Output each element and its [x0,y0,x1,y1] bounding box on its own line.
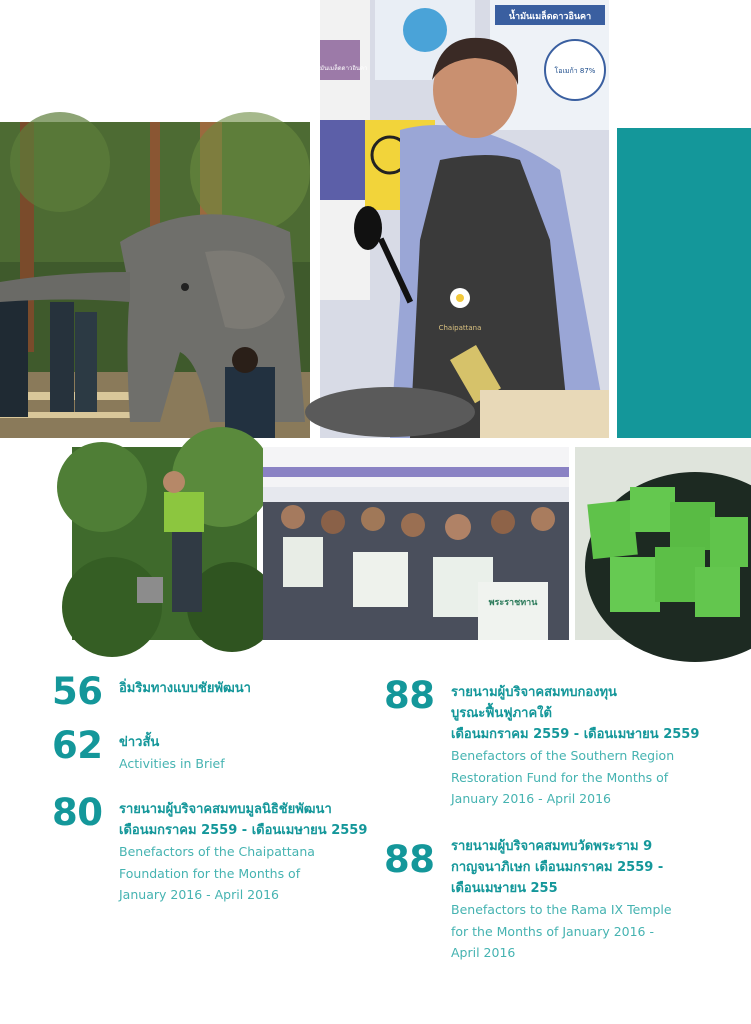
thai-title-line-1: รายนามผู้บริจาคสมทบกองทุน [451,685,617,700]
english-title-line-1: Benefactors of the Chaipattana [119,844,315,859]
toc-entry-62[interactable] [52,726,362,776]
english-title-line-1: Benefactors of the Southern Region [451,748,675,763]
entry-text [119,678,364,699]
apron-logo: Chaipattana [438,324,482,332]
english-title-line-3: April 2016 [451,945,516,960]
english-title-line-1: Benefactors to the Rama IX Temple [451,902,672,917]
english-title-line-3: January 2016 - April 2016 [451,791,611,806]
entry-text [119,732,364,775]
thai-title-line-2: บูรณะฟื้นฟูภาคใต้ [451,706,552,721]
page-number: 62 [52,724,103,767]
thai-title-line-2: กาญจนาภิเษก เดือนมกราคม 2559 - [451,860,664,875]
page-number: 56 [52,670,103,713]
english-title: Activities in Brief [119,756,225,771]
thai-title-line-3: เดือนมกราคม 2559 - เดือนเมษายน 2559 [451,727,700,742]
sign-title: น้ำมันเมล็ดดาวอินคา [508,12,592,22]
thai-title-line-2: เดือนมกราคม 2559 - เดือนเมษายน 2559 [119,823,368,838]
toc-entry-88-rama-ix[interactable] [384,830,734,970]
green-dessert-photo [575,447,751,640]
page-number: 88 [384,838,435,881]
sign-badge: โอเมก้า 87% [554,67,596,75]
forest-planting-photo [72,447,257,640]
toc-entry-56[interactable] [52,672,362,712]
teal-accent-block [617,128,751,438]
entry-text [451,836,736,964]
thai-title-line-1: รายนามผู้บริจาคสมทบมูลนิธิชัยพัฒนา [119,802,332,817]
elephant-photo [0,122,310,438]
english-title-line-2: for the Months of January 2016 - [451,923,654,939]
bag-text: พระราชทาน [488,598,538,608]
thai-title-line-3: เดือนเมษายน 255 [451,881,558,896]
crowd-photo [263,447,569,640]
toc-entry-80[interactable] [52,793,372,903]
page-number: 88 [384,674,435,717]
thai-title-line-1: รายนามผู้บริจาคสมทบวัดพระราม 9 [451,839,653,854]
english-title-line-3: January 2016 - April 2016 [119,887,279,902]
english-title-line-2: Foundation for the Months of [119,865,301,881]
cooking-demonstration-photo [312,0,609,438]
entry-text [451,682,736,810]
english-title-line-2: Restoration Fund for the Months of [451,769,669,785]
sign-left: น้ำมันเมล็ดดาวอินคา [312,65,368,72]
entry-text [119,799,374,906]
toc-entry-88-southern[interactable] [384,676,734,816]
thai-title: ข่าวสั้น [119,735,160,750]
page-number: 80 [52,791,103,834]
thai-title: อิ่มริมทางแบบชัยพัฒนา [119,681,251,696]
